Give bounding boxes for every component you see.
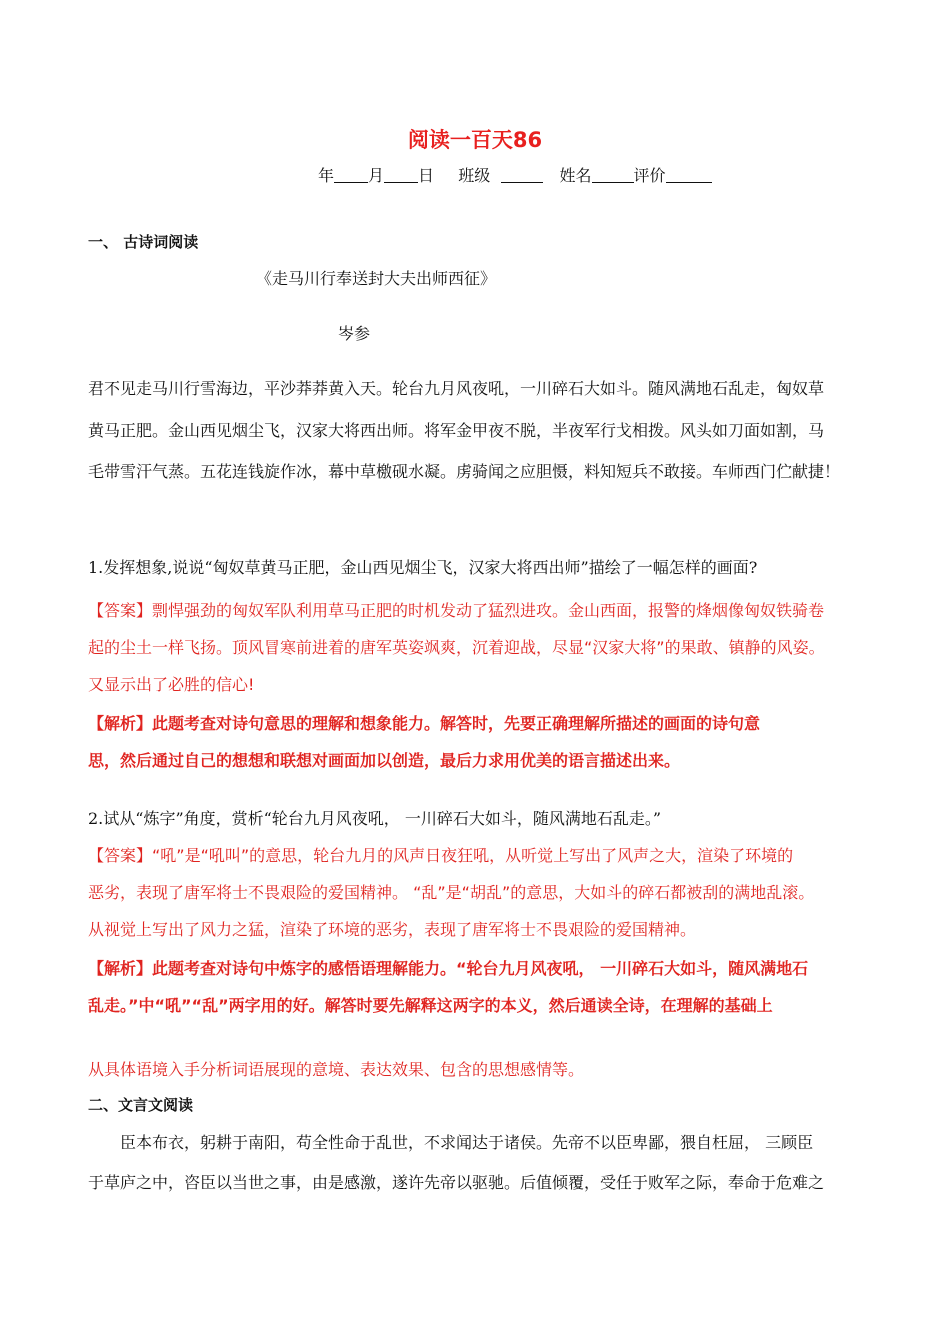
student-info-line <box>318 163 712 186</box>
question-1: 1.发挥想象,说说“匈奴草黄马正肥，金山西见烟尘飞，汉家大将西出师”描绘了一幅怎样的画面? <box>88 558 758 577</box>
question-2: 2.试从“炼字”角度，赏析“轮台九月风夜吼， 一川碎石大如斗，随风满地石乱走。” <box>88 809 662 828</box>
q2-answer-line: 从视觉上写出了风力之猛，渲染了环境的恶劣，表现了唐军将士不畏艰险的爱国精神。 <box>88 920 697 939</box>
poem-line: 君不见走马川行雪海边，平沙莽莽黄入天。轮台九月风夜吼，一川碎石大如斗。随风满地石乱走，匈奴草 <box>88 379 825 398</box>
month-blank <box>334 168 368 183</box>
q1-answer-line: 【答案】剽悍强劲的匈奴军队利用草马正肥的时机发动了猛烈进攻。金山西面，报警的烽烟像匈奴铁骑卷 <box>88 601 825 620</box>
poem-title: 《走马川行奉送封大夫出师西征》 <box>256 269 497 288</box>
year-label: 年 <box>318 166 335 185</box>
poem-author: 岑参 <box>338 324 371 343</box>
name-blank <box>592 168 634 183</box>
poem-line: 黄马正肥。金山西见烟尘飞，汉家大将西出师。将军金甲夜不脱，半夜军行戈相拨。风头如刀面如割，马 <box>88 421 825 440</box>
eval-label: 评价 <box>633 166 666 185</box>
q2-answer-line: 【答案】“吼”是“吼叫”的意思，轮台九月的风声日夜狂吼，从听觉上写出了风声之大，渲染了环境的 <box>88 846 794 865</box>
eval-blank <box>666 168 712 183</box>
q1-answer-line: 起的尘土一样飞扬。顶风冒寒前进着的唐军英姿飒爽，沉着迎战，尽显“汉家大将”的果敢、镇静的风姿。 <box>88 638 825 657</box>
month-label: 月 <box>368 166 385 185</box>
q2-analysis-line: 【解析】此题考查对诗句中炼字的感悟语理解能力。“轮台九月风夜吼， 一川碎石大如斗，随风满地石 <box>88 959 809 978</box>
name-label: 姓名 <box>559 166 592 185</box>
q2-analysis-line: 从具体语境入手分析词语展现的意境、表达效果、包含的思想感情等。 <box>88 1060 585 1079</box>
page-title: 阅读一百天86 <box>407 128 543 152</box>
classical-text-line: 于草庐之中，咨臣以当世之事，由是感激，遂许先帝以驱驰。后值倾覆，受任于败军之际，奉命于危难之 <box>88 1173 825 1192</box>
classical-text-line: 臣本布衣，躬耕于南阳，苟全性命于乱世，不求闻达于诸侯。先帝不以臣卑鄙，猥自枉屈， 三顾臣 <box>120 1133 814 1152</box>
q1-analysis-line: 【解析】此题考查对诗句意思的理解和想象能力。解答时，先要正确理解所描述的画面的诗句意 <box>88 714 761 733</box>
section1-heading: 一、 古诗词阅读 <box>88 233 199 251</box>
poem-line: 毛带雪汗气蒸。五花连钱旋作冰，幕中草檄砚水凝。虏骑闻之应胆慑，料知短兵不敢接。车师西门伫献捷！ <box>88 462 841 481</box>
q2-answer-line: 恶劣，表现了唐军将士不畏艰险的爱国精神。 “乱”是“胡乱”的意思，大如斗的碎石都被刮的满地乱滚。 <box>88 883 815 902</box>
q1-answer-line: 又显示出了必胜的信心! <box>88 675 255 694</box>
q1-analysis-line: 思，然后通过自己的想想和联想对画面加以创造，最后力求用优美的语言描述出来。 <box>88 751 681 770</box>
day-blank <box>384 168 418 183</box>
day-label: 日 <box>418 166 435 185</box>
section2-heading: 二、文言文阅读 <box>88 1096 194 1114</box>
q2-analysis-line: 乱走。”中“吼”“乱”两字用的好。解答时要先解释这两字的本义，然后通读全诗，在理解的基础上 <box>88 996 773 1015</box>
class-label: 班级 <box>458 166 491 185</box>
class-blank <box>501 168 543 183</box>
